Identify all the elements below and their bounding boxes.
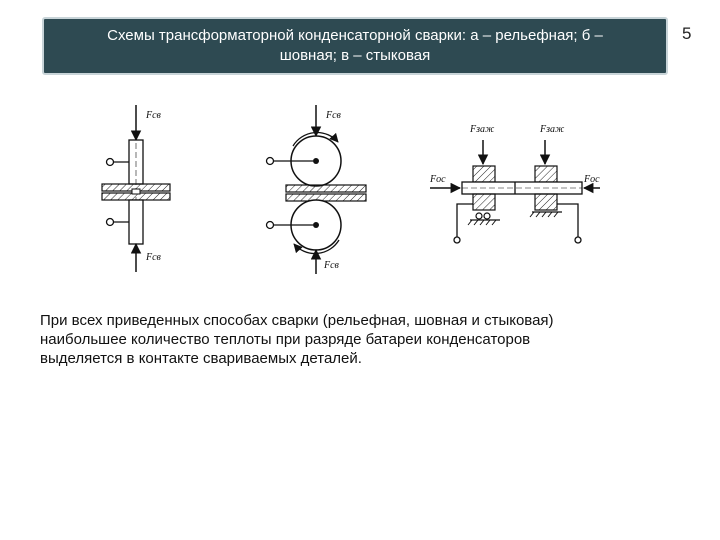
- slide-title: [55, 26, 655, 66]
- label-a-bottom-force: Fсв: [146, 252, 161, 263]
- label-b-bottom-force: Fсв: [324, 260, 339, 271]
- label-c-upset-right: Fос: [584, 174, 600, 185]
- body-line-3: выделяется в контакте свариваемых деталей.: [40, 350, 362, 367]
- welding-schemes-figure: [90, 100, 600, 280]
- label-c-clamp-left: Fзаж: [470, 124, 495, 135]
- slide-title-box: [42, 17, 668, 75]
- label-c-upset-left: Fос: [430, 174, 446, 185]
- page-number: 5: [682, 24, 692, 43]
- label-b-top-force: Fсв: [326, 110, 341, 121]
- slide-title-line-2: шовная; в – стыковая: [279, 47, 431, 64]
- label-c-clamp-right: Fзаж: [540, 124, 565, 135]
- scheme-seam: [267, 105, 367, 274]
- scheme-butt: [429, 124, 600, 243]
- label-a-top-force: Fсв: [146, 110, 161, 121]
- body-line-2: наибольшее количество теплоты при разряде батареи конденсаторов: [40, 331, 531, 348]
- scheme-projection: [102, 105, 170, 272]
- body-line-1: При всех приведенных способах сварки (рельефная, шовная и стыковая): [40, 312, 554, 329]
- slide-title-line-1: Схемы трансформаторной конденсаторной сварки: а – рельефная; б –: [107, 27, 603, 44]
- body-paragraph: [40, 311, 660, 368]
